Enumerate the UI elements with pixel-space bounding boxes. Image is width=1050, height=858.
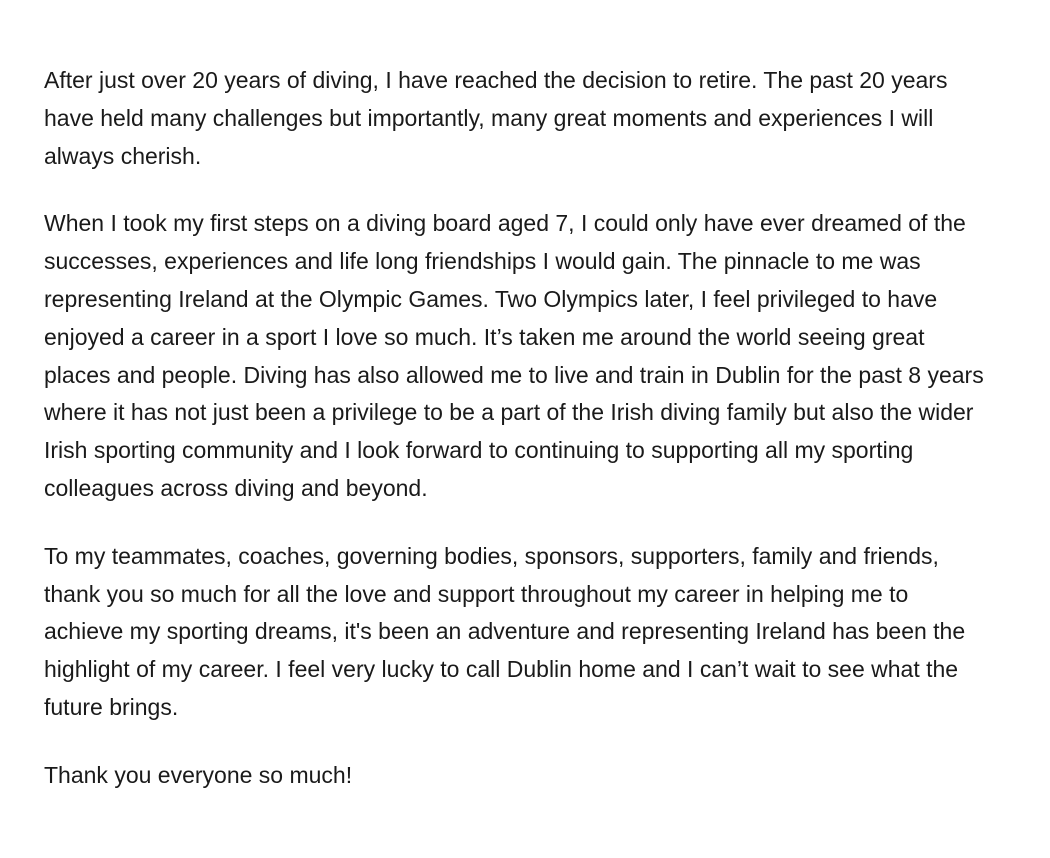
text-line: Irish sporting community and I look forward to continuing to supporting all my sporting — [44, 437, 914, 464]
text-line: have held many challenges but importantly, many great moments and experiences I will — [44, 104, 934, 131]
text-line: future brings. — [44, 693, 179, 720]
text-line: colleagues across diving and beyond. — [44, 474, 428, 501]
text-line: After just over 20 years of diving, I have reached the decision to retire. The past 20 years — [44, 67, 948, 93]
text-line: To my teammates, coaches, governing bodies, sponsors, supporters, family and friends, — [44, 542, 939, 569]
text-line: where it has not just been a privilege to be a part of the Irish diving family but also the wider — [44, 399, 974, 426]
text-line: always cherish. — [44, 142, 202, 169]
text-line: enjoyed a career in a sport I love so much. It’s taken me around the world seeing great — [44, 323, 925, 350]
text-line: thank you so much for all the love and support throughout my career in helping me to — [44, 580, 909, 607]
text-line: When I took my first steps on a diving board aged 7, I could only have ever dreamed of the — [44, 210, 966, 237]
paragraph-closing — [44, 757, 1034, 795]
text-line: places and people. Diving has also allowed me to live and train in Dublin for the past 8 years — [44, 361, 984, 388]
paragraph-thanks — [44, 538, 1034, 727]
text-line: Thank you everyone so much! — [44, 761, 353, 788]
text-line: representing Ireland at the Olympic Games. Two Olympics later, I feel privileged to have — [44, 285, 938, 312]
text-line: highlight of my career. I feel very lucky to call Dublin home and I can’t wait to see what the — [44, 656, 959, 683]
paragraph-career — [44, 205, 1034, 507]
retirement-statement — [44, 62, 1034, 825]
text-line: achieve my sporting dreams, it's been an adventure and representing Ireland has been the — [44, 618, 966, 645]
paragraph-intro — [44, 62, 1034, 175]
text-line: successes, experiences and life long friendships I would gain. The pinnacle to me was — [44, 248, 921, 275]
